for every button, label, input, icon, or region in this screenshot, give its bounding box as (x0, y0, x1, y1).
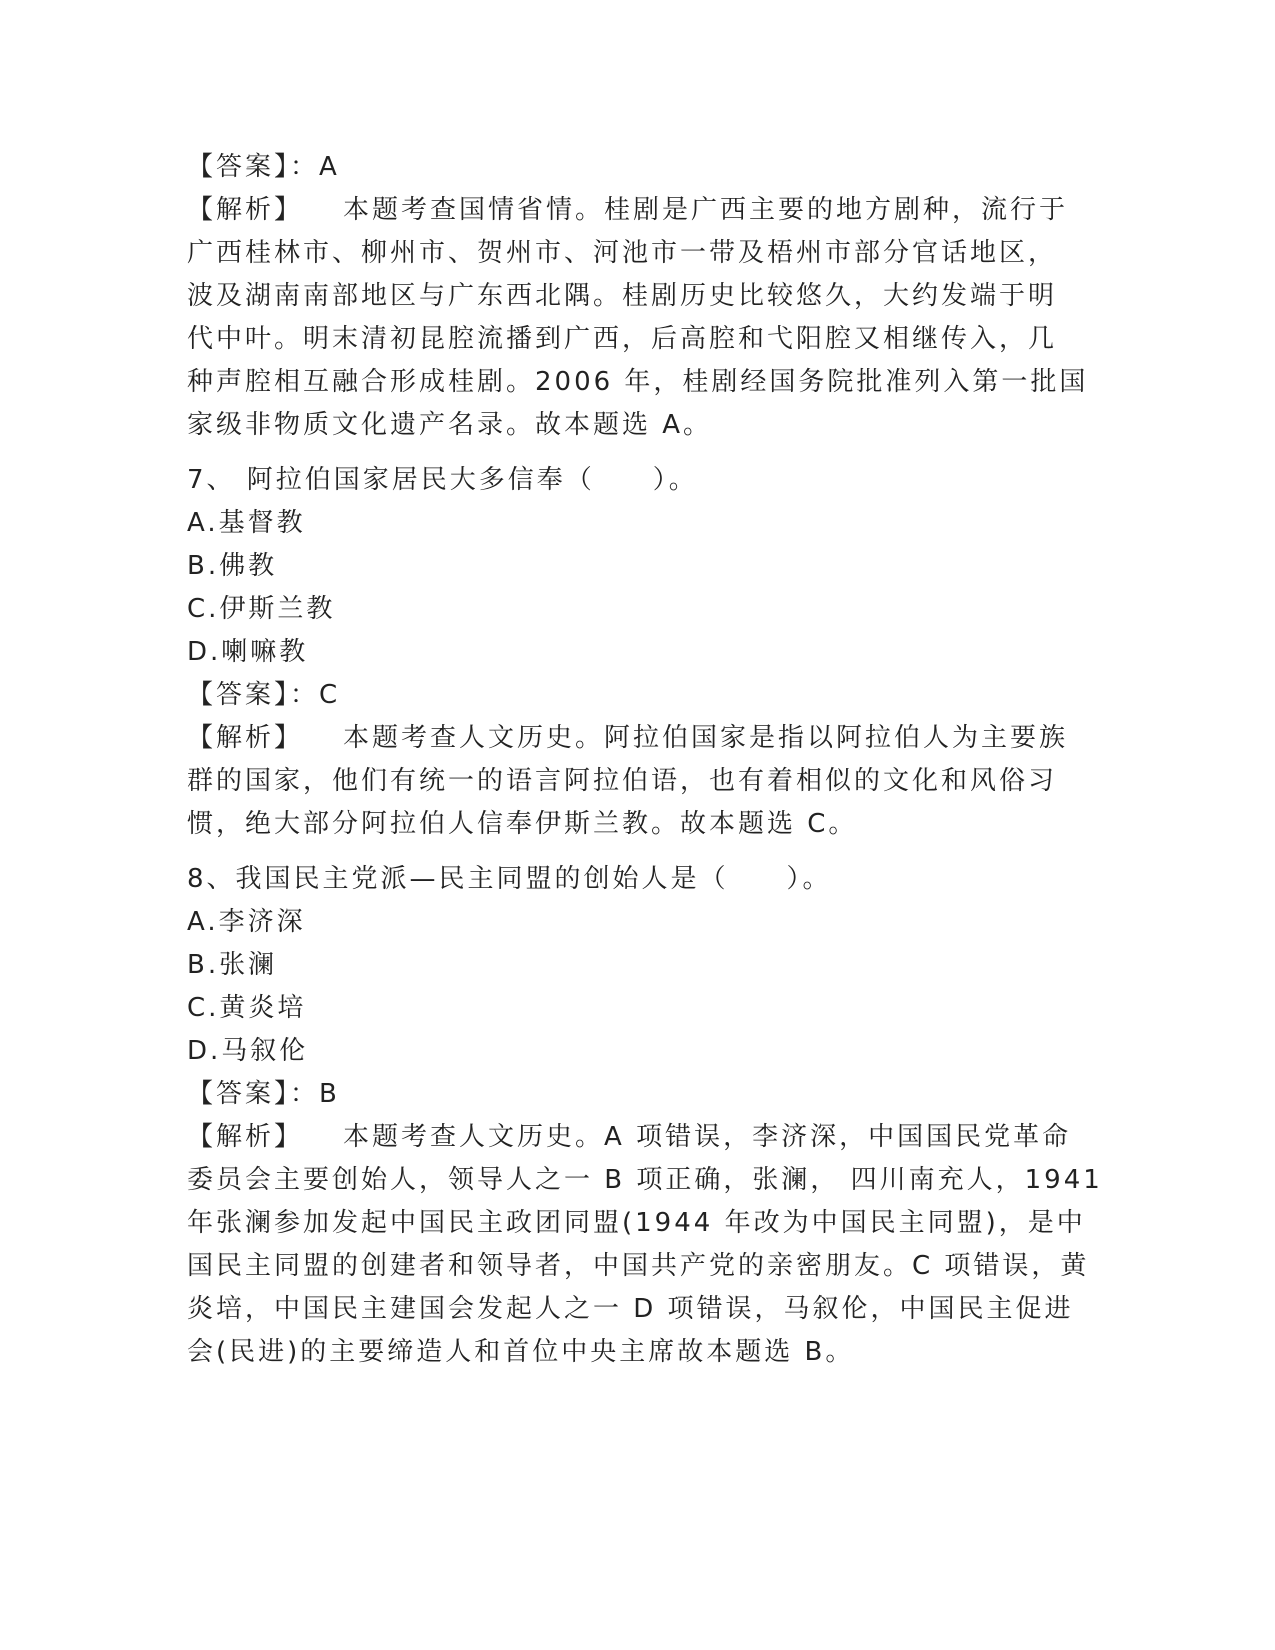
q7-option-b: B.佛教 (187, 551, 278, 581)
q8-analysis-line-2: 委员会主要创始人，领导人之一 B 项正确，张澜， 四川南充人，1941 (187, 1165, 1103, 1195)
q6-analysis-line-5: 种声腔相互融合形成桂剧。2006 年，桂剧经国务院批准列入第一批国 (187, 367, 1089, 397)
q6-analysis-line-2: 广西桂林市、柳州市、贺州市、河池市一带及梧州市部分官话地区， (187, 238, 1058, 268)
q8-answer: 【答案】：B (187, 1079, 340, 1109)
q7-analysis-label: 【解析】 (187, 723, 304, 753)
q7-option-c: C.伊斯兰教 (187, 594, 336, 624)
q8-analysis-label: 【解析】 (187, 1122, 304, 1152)
q7-analysis-line-2: 群的国家，他们有统一的语言阿拉伯语，也有着相似的文化和风俗习 (187, 766, 1058, 796)
q6-analysis-label: 【解析】 (187, 195, 304, 225)
q8-analysis-line-4: 国民主同盟的创建者和领导者，中国共产党的亲密朋友。C 项错误，黄 (187, 1251, 1090, 1281)
q6-analysis-line-4: 代中叶。明末清初昆腔流播到广西，后高腔和弋阳腔又相继传入，几 (187, 324, 1058, 354)
q6-analysis-line-3: 波及湖南南部地区与广东西北隅。桂剧历史比较悠久，大约发端于明 (187, 281, 1058, 311)
q7-analysis-text-1: 本题考查人文历史。阿拉伯国家是指以阿拉伯人为主要族 (343, 723, 1069, 753)
q8-option-b: B.张澜 (187, 950, 278, 980)
q8-analysis-text-1: 本题考查人文历史。A 项错误，李济深，中国国民党革命 (343, 1122, 1072, 1152)
q8-option-d: D.马叙伦 (187, 1036, 309, 1066)
q8-option-a: A.李济深 (187, 907, 306, 937)
q7-analysis-line-1 (187, 717, 1087, 760)
q8-analysis-line-3: 年张澜参加发起中国民主政团同盟(1944 年改为中国民主同盟)，是中 (187, 1208, 1086, 1238)
q8-analysis-line-5: 炎培，中国民主建国会发起人之一 D 项错误，马叙伦，中国民主促进 (187, 1294, 1074, 1324)
q6-analysis-line-1 (187, 189, 1087, 232)
q6-analysis-line-6: 家级非物质文化遗产名录。故本题选 A。 (187, 410, 713, 440)
q7-question: 7、 阿拉伯国家居民大多信奉（ ）。 (187, 465, 698, 495)
q7-option-a: A.基督教 (187, 508, 306, 538)
q7-answer: 【答案】：C (187, 680, 341, 710)
q6-analysis-text-1: 本题考查国情省情。桂剧是广西主要的地方剧种，流行于 (343, 195, 1069, 225)
q8-question: 8、我国民主党派—民主同盟的创始人是（ ）。 (187, 864, 832, 894)
q8-analysis-line-1 (187, 1116, 1087, 1159)
q7-analysis-line-3: 惯，绝大部分阿拉伯人信奉伊斯兰教。故本题选 C。 (187, 809, 858, 839)
q6-answer: 【答案】：A (187, 152, 340, 182)
document-page (187, 146, 1103, 1374)
q8-analysis-line-6: 会(民进)的主要缔造人和首位中央主席故本题选 B。 (187, 1337, 855, 1367)
q8-option-c: C.黄炎培 (187, 993, 307, 1023)
q7-option-d: D.喇嘛教 (187, 637, 309, 667)
